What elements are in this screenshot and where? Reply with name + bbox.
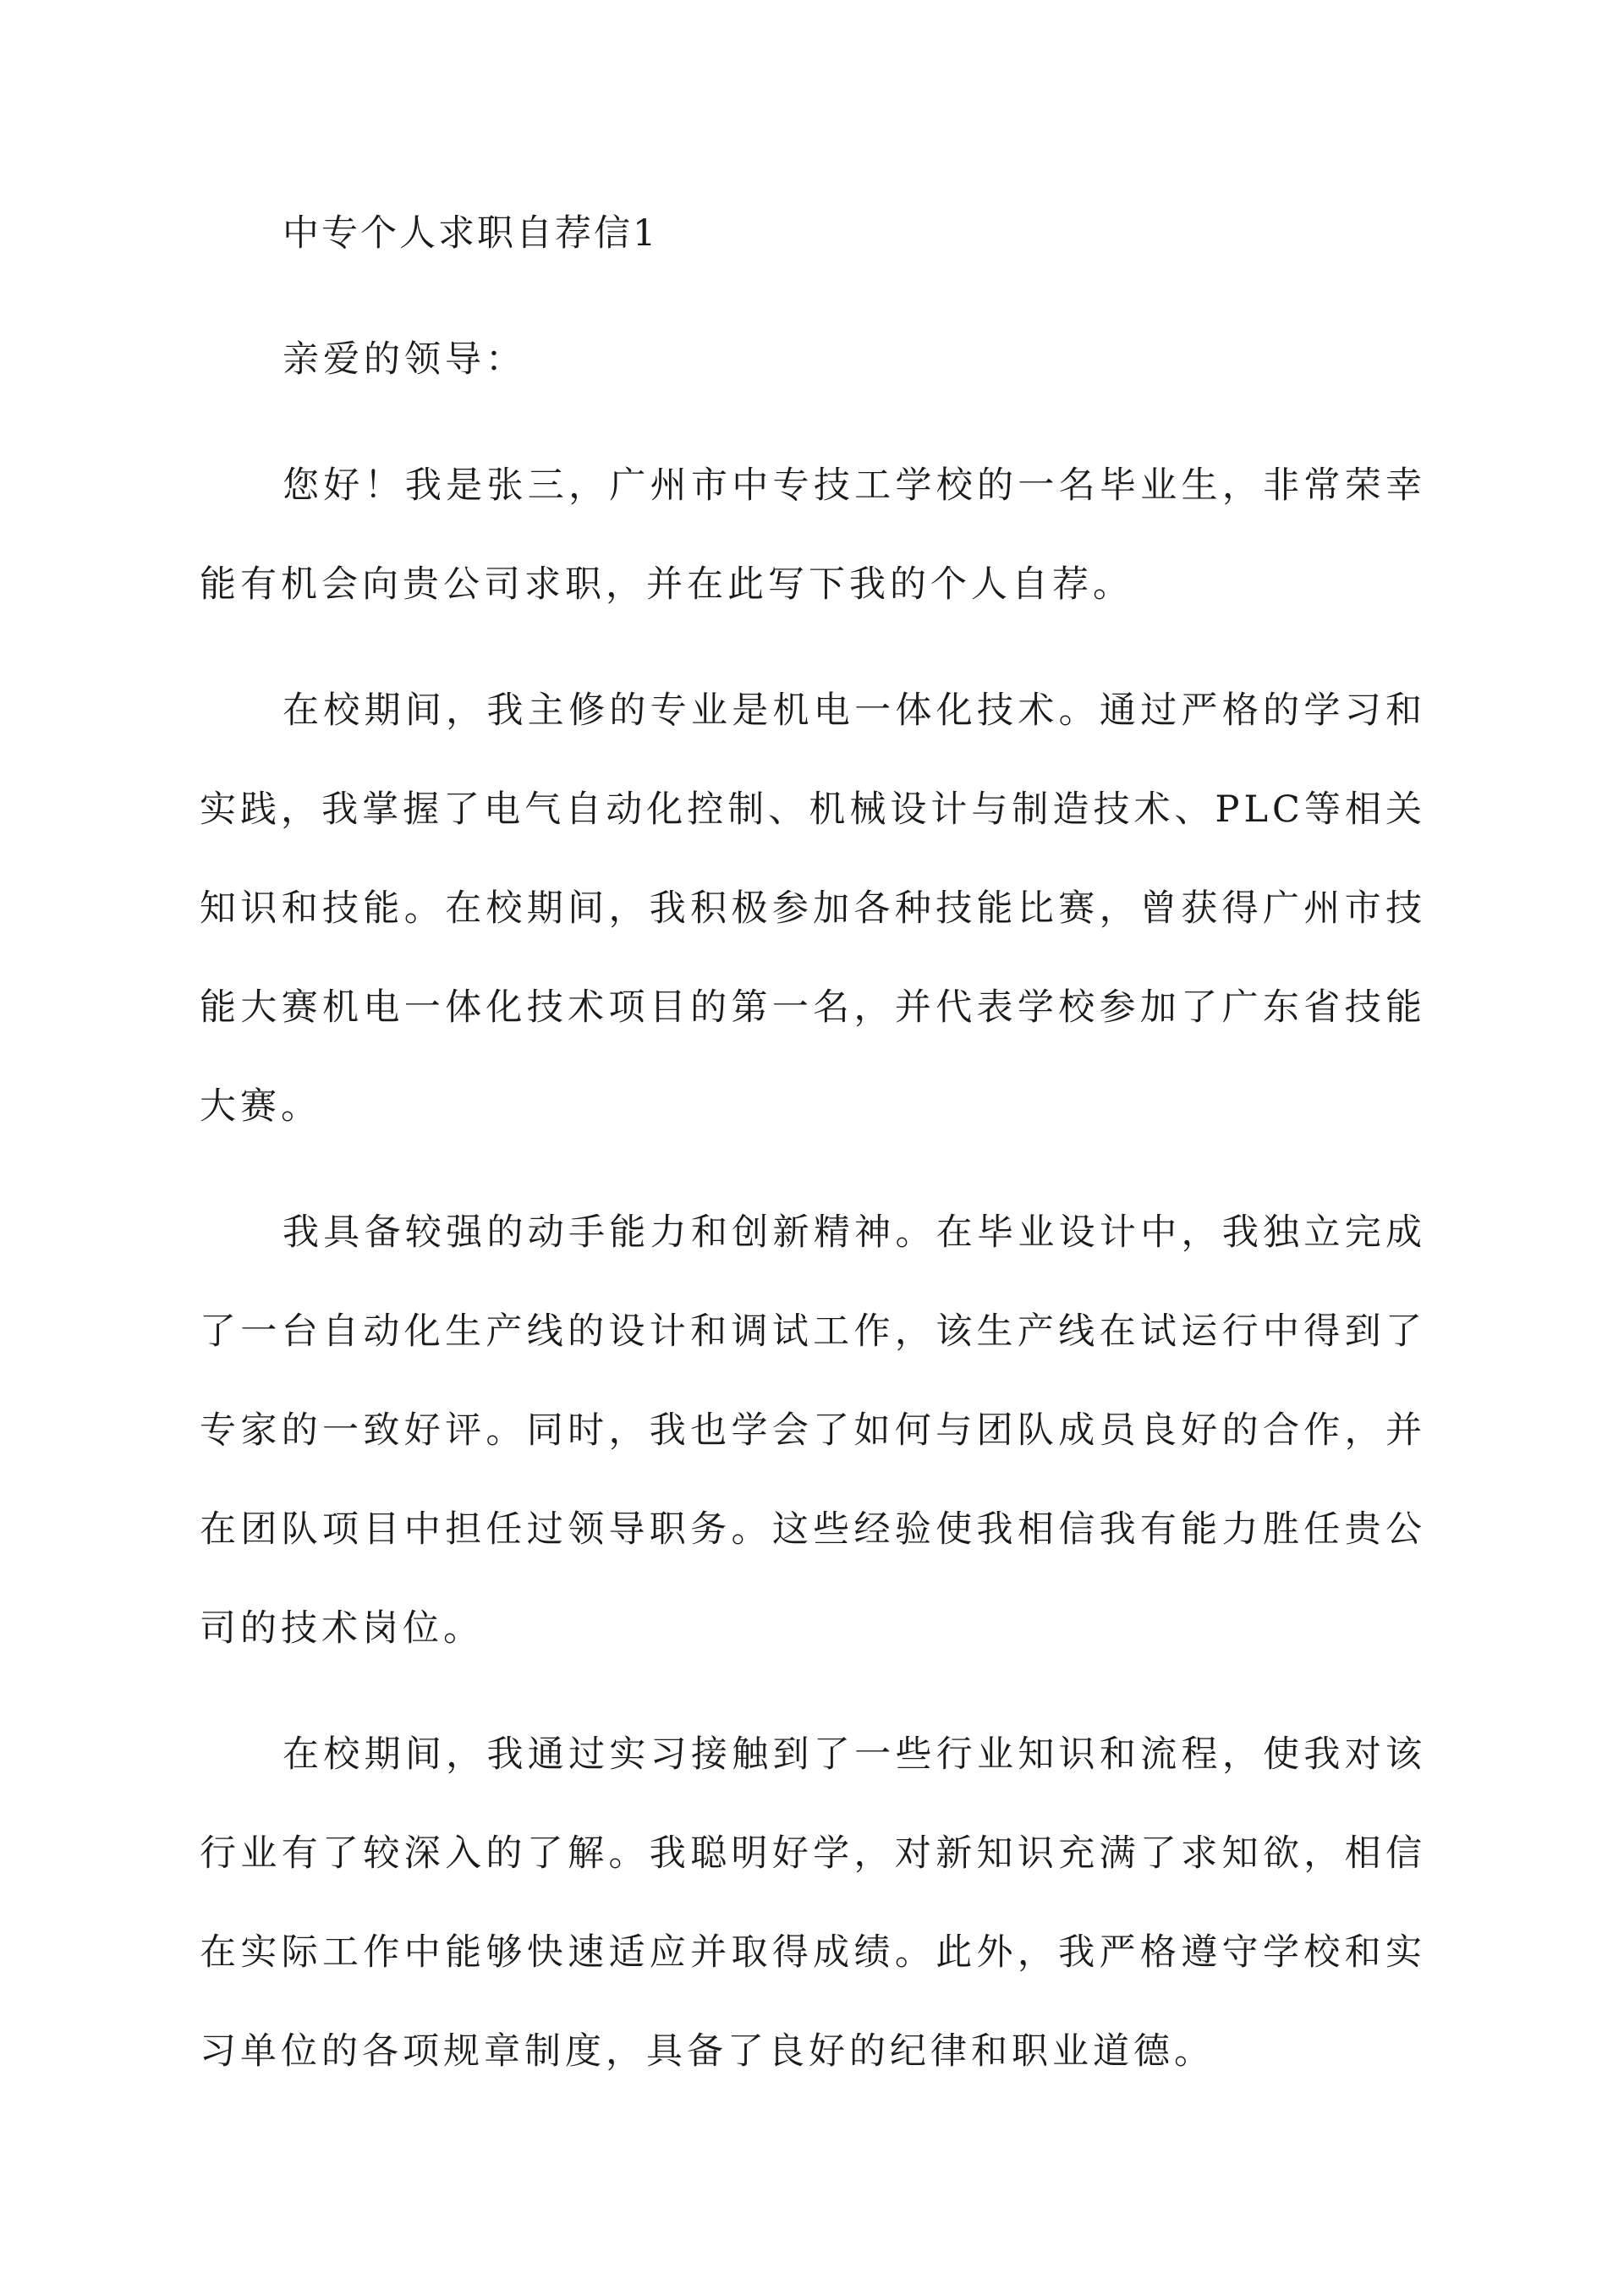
paragraph-education: 在校期间，我主修的专业是机电一体化技术。通过严格的学习和实践，我掌握了电气自动化控制、机械设计与制造技术、PLC等相关知识和技能。在校期间，我积极参加各种技能比赛，曾获得广州市技能大赛机电一体化技术项目的第一名，并代表学校参加了广东省技能大赛。 — [200, 689, 1426, 1128]
paragraph-abilities: 我具备较强的动手能力和创新精神。在毕业设计中，我独立完成了一台自动化生产线的设计和调试工作，该生产线在试运行中得到了专家的一致好评。同时，我也学会了如何与团队成员良好的合作，并在团队项目中担任过领导职务。这些经验使我相信我有能力胜任贵公司的技术岗位。 — [200, 1211, 1426, 1650]
letter-body — [200, 184, 1426, 2128]
paragraph-introduction: 您好！我是张三，广州市中专技工学校的一名毕业生，非常荣幸能有机会向贵公司求职，并在此写下我的个人自荐。 — [200, 464, 1426, 606]
document-title: 中专个人求职自荐信1 — [283, 212, 659, 255]
letter-greeting: 亲爱的领导： — [283, 338, 526, 381]
paragraph-internship: 在校期间，我通过实习接触到了一些行业知识和流程，使我对该行业有了较深入的了解。我聪明好学，对新知识充满了求知欲，相信在实际工作中能够快速适应并取得成绩。此外，我严格遵守学校和实习单位的各项规章制度，具备了良好的纪律和职业道德。 — [200, 1733, 1426, 2073]
